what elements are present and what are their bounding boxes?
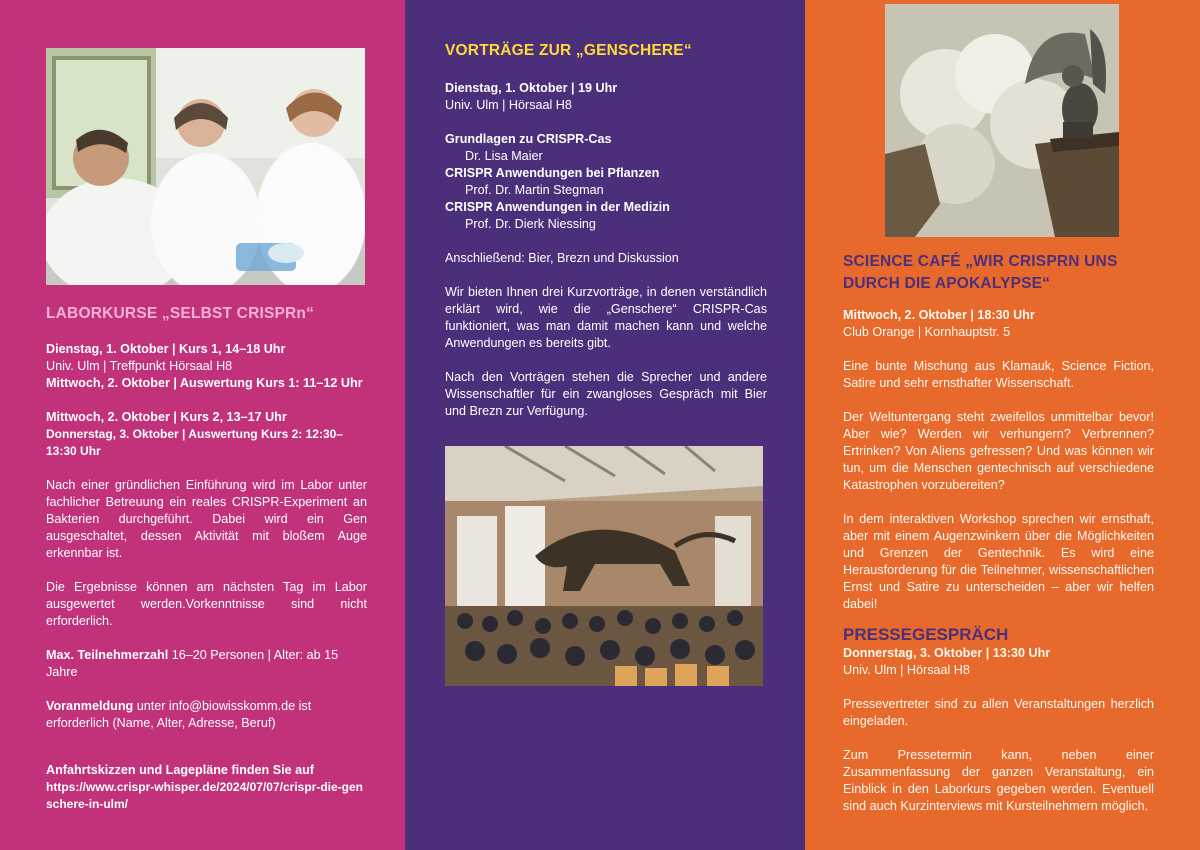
- lab-photo: [46, 48, 365, 285]
- column-laborkurse: [0, 0, 405, 850]
- registration: [46, 698, 367, 732]
- max-participants-label: Max. Teilnehmerzahl: [46, 648, 169, 662]
- column-vortraege: [405, 0, 805, 850]
- talk1-speaker: Dr. Lisa Maier: [465, 149, 543, 163]
- press-heading: PRESSEGESPRÄCH: [843, 625, 1009, 644]
- course1-place: Univ. Ulm | Treffpunkt Hörsaal H8: [46, 359, 233, 373]
- press-place: Univ. Ulm | Hörsaal H8: [843, 663, 970, 677]
- science-cafe-body: [843, 307, 1154, 613]
- press-date: Donnerstag, 3. Oktober | 13:30 Uhr: [843, 646, 1051, 660]
- talk3-speaker: Prof. Dr. Dierk Niessing: [465, 217, 596, 231]
- column-science-cafe: [805, 0, 1200, 850]
- directions-text: Anfahrtskizzen und Lagepläne finden Sie auf: [46, 763, 314, 777]
- talk1-title: Grundlagen zu CRISPR-Cas: [445, 132, 612, 146]
- talk2-title: CRISPR Anwendungen bei Pflanzen: [445, 166, 660, 180]
- press-invitation: Pressevertreter sind zu allen Veranstaltungen herzlich eingeladen.: [843, 697, 1154, 728]
- course-description: Nach einer gründlichen Einführung wird im Labor unter fachlicher Betreuung ein reales CRISPR-Experiment an Bakterien durchgeführt. Dabei wird ein Gen ausgeschaltet, dessen Aktivität mit bloßem Auge erkennbar ist.: [46, 478, 367, 560]
- apocalypse-image-art: [885, 4, 1119, 237]
- max-participants-value: 16–20 Personen | Alter: ab 15 Jahre: [46, 648, 339, 679]
- max-participants: [46, 647, 367, 681]
- course1-date: Dienstag, 1. Oktober | Kurs 1, 14–18 Uhr: [46, 342, 286, 356]
- course2-date: Mittwoch, 2. Oktober | Kurs 2, 13–17 Uhr: [46, 410, 287, 424]
- press-details: Zum Pressetermin kann, neben einer Zusammenfassung der ganzen Veranstaltung, ein Einblick in den Laborkurs gegeben werden. Eventuell sind auch Kurzinterviews mit Kursteilnehmern möglich.: [843, 748, 1154, 813]
- registration-value: unter info@biowisskomm.de ist erforderlich (Name, Alter, Adresse, Beruf): [46, 699, 312, 730]
- course1-evaluation: Mittwoch, 2. Oktober | Auswertung Kurs 1: 11–12 Uhr: [46, 376, 363, 390]
- directions-link[interactable]: https://www.crispr-whisper.de/2024/07/07/crispr-die-genschere-in-ulm/: [46, 780, 363, 811]
- apocalypse-image: [885, 4, 1119, 237]
- museum-photo-image: [445, 446, 763, 686]
- talk2-speaker: Prof. Dr. Martin Stegman: [465, 183, 604, 197]
- vortraege-heading: VORTRÄGE ZUR „GENSCHERE“: [445, 42, 692, 59]
- talks-discussion: Nach den Vorträgen stehen die Sprecher und andere Wissenschaftler für ein zwangloses Gespräch mit Bier und Brezn zur Verfügung.: [445, 370, 767, 418]
- talks-after: Anschließend: Bier, Brezn und Diskussion: [445, 251, 679, 265]
- talk3-title: CRISPR Anwendungen in der Medizin: [445, 200, 670, 214]
- press-body: [843, 645, 1154, 815]
- talks-description: Wir bieten Ihnen drei Kurzvorträge, in denen verständlich erklärt wird, wie die „Genschere“ CRISPR-Cas funktioniert, was man damit machen kann und welche Anwendungen es bereits gibt.: [445, 285, 767, 350]
- talks-place: Univ. Ulm | Hörsaal H8: [445, 98, 572, 112]
- registration-label: Voranmeldung: [46, 699, 134, 713]
- science-cafe-heading: SCIENCE CAFÉ „WIR CRISPRN UNS DURCH DIE APOKALYPSE“: [843, 253, 1118, 292]
- museum-photo: [445, 446, 763, 686]
- cafe-intro: Eine bunte Mischung aus Klamauk, Science Fiction, Satire und sehr ernsthafter Wissenschaft.: [843, 359, 1154, 390]
- lab-photo-image: [46, 48, 365, 285]
- laborkurse-heading: LABORKURSE „SELBST CRISPRn“: [46, 305, 315, 322]
- cafe-workshop: In dem interaktiven Workshop sprechen wir ernsthaft, aber mit einem Augenzwinkern über die Möglichkeiten und Grenzen der Gentechnik. Es wird eine Herausforderung für die Teilnehmer, wissenschaftlichen Ernst und Satire zu unterscheiden – aber wir helfen dabei!: [843, 512, 1154, 611]
- cafe-apocalypse: Der Weltuntergang steht zweifellos unmittelbar bevor! Aber wie? Werden wir verhungern? Verbrennen? Ertrinken? Von Aliens gefressen? Und was können wir tun, um die Menschen gentechnisch auf verschiedene Katastrophen vorzubereiten?: [843, 410, 1154, 492]
- cafe-date: Mittwoch, 2. Oktober | 18:30 Uhr: [843, 308, 1035, 322]
- course-results: Die Ergebnisse können am nächsten Tag im Labor ausgewertet werden.Vorkenntnisse sind nicht erforderlich.: [46, 580, 367, 628]
- course2-evaluation: Donnerstag, 3. Oktober | Auswertung Kurs 2: 12:30–13:30 Uhr: [46, 427, 343, 458]
- cafe-place: Club Orange | Kornhauptstr. 5: [843, 325, 1011, 339]
- talks-date: Dienstag, 1. Oktober | 19 Uhr: [445, 81, 618, 95]
